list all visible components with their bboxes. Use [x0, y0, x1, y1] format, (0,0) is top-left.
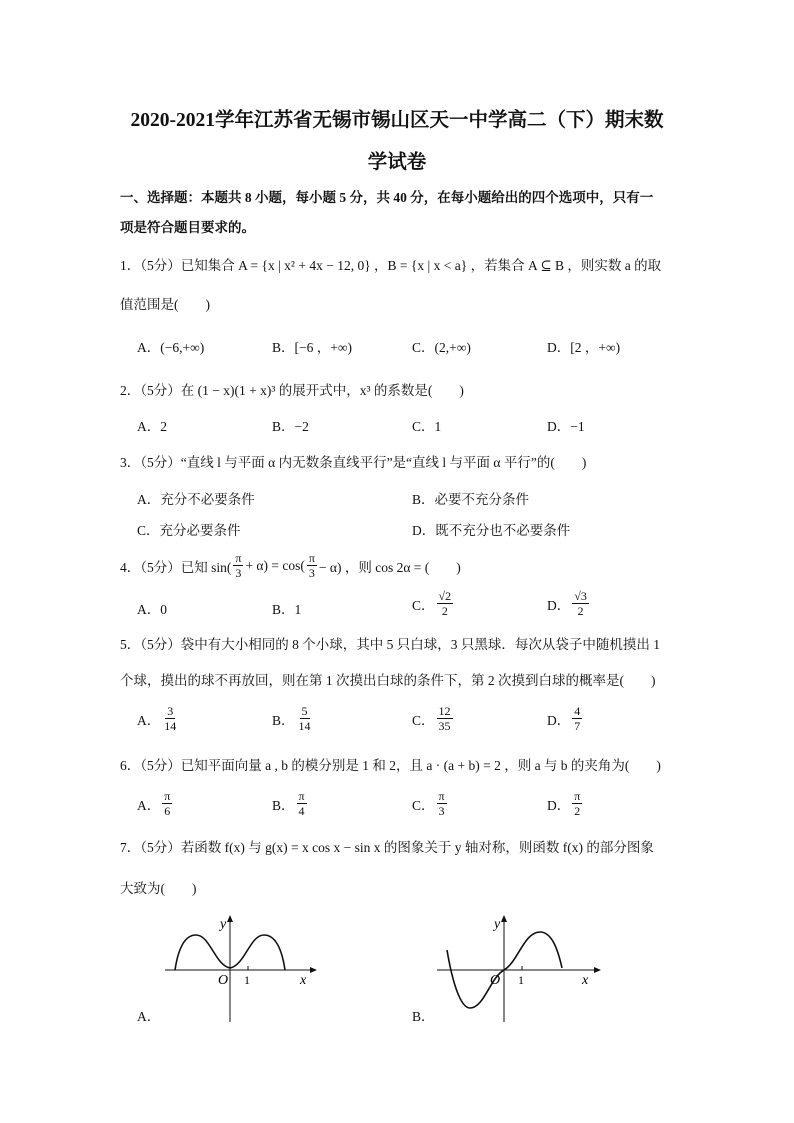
q6-option-b[interactable] [272, 789, 309, 818]
q6-option-b-num: π [298, 789, 305, 803]
q6-option-c[interactable] [412, 789, 449, 818]
q4-stem [120, 551, 685, 580]
q5-option-c-frac [437, 704, 453, 733]
graph-b-x-arrow-icon [594, 967, 601, 973]
q5-option-d-frac [572, 704, 582, 733]
graph-a-tick-label: 1 [244, 973, 250, 987]
q5-option-b-den: 14 [298, 719, 311, 733]
q6-option-c-num: π [438, 789, 445, 803]
q6-option-a-label: A． [137, 797, 161, 813]
q1-option-b[interactable]: B．[−6 ，+∞) [272, 340, 352, 355]
q1-stem-line2: 值范围是( ) [120, 297, 210, 312]
q6-option-d-label: D． [547, 797, 571, 813]
q5-option-a-den: 14 [164, 719, 177, 733]
q6-option-d-num: π [574, 789, 581, 803]
q6-option-b-label: B． [272, 797, 295, 813]
q5-option-d-label: D． [547, 712, 571, 728]
q2-option-b[interactable]: B．−2 [272, 419, 309, 434]
q2-option-c[interactable]: C．1 [412, 419, 442, 434]
q6-option-d-frac [572, 789, 582, 818]
q6-option-a-frac [162, 789, 172, 818]
graph-a-y-arrow-icon [227, 915, 233, 922]
q5-option-c-num: 12 [438, 704, 451, 718]
graph-a-x-arrow-icon [310, 967, 317, 973]
q5-option-a-num: 3 [167, 704, 174, 718]
q6-option-a-den: 6 [164, 804, 171, 818]
q5-option-b-num: 5 [301, 704, 308, 718]
q4-option-c-frac [437, 589, 454, 618]
q4-stem-mid: + α) = cos( [245, 557, 305, 573]
q5-option-b[interactable] [272, 704, 315, 733]
graph-a-x-label: x [300, 973, 307, 988]
q4-option-a[interactable]: A．0 [137, 602, 167, 617]
q4-frac2-num: π [308, 551, 315, 565]
q3-option-a[interactable]: A．充分不必要条件 [137, 492, 255, 507]
q6-option-c-frac [437, 789, 447, 818]
q5-option-d-den: 7 [574, 719, 581, 733]
q7-stem-line1: 7．（5分）若函数 f(x) 与 g(x) = x cos x − sin x 的图象关于 y 轴对称，则函数 f(x) 的部分图象 [120, 840, 654, 855]
q6-option-c-den: 3 [438, 804, 445, 818]
section-header-line1: 一、选择题：本题共 8 小题，每小题 5 分，共 40 分，在每小题给出的四个选项中，只有一 [120, 190, 654, 205]
q4-fraction-2 [307, 551, 317, 580]
graph-a-y-label: y [220, 917, 227, 932]
q4-option-b[interactable]: B．1 [272, 602, 302, 617]
q5-option-d[interactable] [547, 704, 584, 733]
q5-option-d-num: 4 [574, 704, 581, 718]
q4-option-c-label: C． [412, 597, 435, 613]
graph-b-origin-label: O [490, 973, 501, 988]
q7-option-b-label[interactable]: B． [412, 1009, 435, 1024]
q7-option-a-label[interactable]: A． [137, 1009, 161, 1024]
q5-option-a[interactable] [137, 704, 180, 733]
q6-option-b-den: 4 [298, 804, 305, 818]
q6-option-a-num: π [164, 789, 171, 803]
q2-option-d[interactable]: D．−1 [547, 419, 585, 434]
q1-option-d[interactable]: D．[2 ，+∞) [547, 340, 621, 355]
page-title-cont: 学试卷 [367, 152, 427, 173]
graph-a-origin-label: O [218, 973, 229, 988]
q7-graph-a[interactable] [160, 910, 320, 1025]
q4-fraction-1 [233, 551, 243, 580]
q7-graph-b[interactable] [432, 910, 607, 1025]
q1-option-c[interactable]: C．(2,+∞) [412, 340, 471, 355]
q5-option-c-label: C． [412, 712, 435, 728]
q4-option-c[interactable] [412, 589, 455, 618]
q5-option-a-frac [162, 704, 178, 733]
q4-stem-post: − α) ，则 cos 2α = ( ) [318, 559, 461, 575]
q4-option-c-den: 2 [441, 604, 448, 618]
section-header-line2: 项是符合题目要求的。 [120, 220, 255, 235]
q6-option-b-frac [297, 789, 307, 818]
q4-stem-pre: 4．（5分）已知 sin( [120, 559, 232, 575]
q7-stem-line2: 大致为( ) [120, 881, 197, 896]
q3-stem: 3．（5分）“直线 l 与平面 α 内无数条直线平行”是“直线 l 与平面 α 平行”的( ) [120, 455, 587, 470]
q6-option-d[interactable] [547, 789, 584, 818]
q4-option-d-frac [572, 589, 589, 618]
q4-frac1-den: 3 [235, 566, 242, 580]
q5-option-a-label: A． [137, 712, 161, 728]
q5-option-c[interactable] [412, 704, 455, 733]
graph-b-y-arrow-icon [501, 915, 507, 922]
q6-option-c-label: C． [412, 797, 435, 813]
q3-option-b[interactable]: B．必要不充分条件 [412, 492, 530, 507]
page-title: 2020-2021学年江苏省无锡市锡山区天一中学高二（下）期末数 [130, 110, 664, 131]
graph-b-tick-label: 1 [518, 973, 524, 987]
q4-frac1-num: π [235, 551, 242, 565]
q1-stem-line1: 1．（5分）已知集合 A = {x | x² + 4x − 12, 0} ，B = {x | x < a} ，若集合 A ⊆ B ，则实数 a 的取 [120, 258, 662, 273]
q2-stem: 2．（5分）在 (1 − x)(1 + x)³ 的展开式中，x³ 的系数是( ) [120, 383, 464, 398]
q5-stem-line2: 个球，摸出的球不再放回，则在第 1 次摸出白球的条件下，第 2 次摸到白球的概率是( ) [120, 673, 656, 688]
q1-option-a[interactable]: A．(−6,+∞) [137, 340, 205, 355]
q5-stem-line1: 5．（5分）袋中有大小相同的 8 个小球，其中 5 只白球，3 只黑球．每次从袋子中随机摸出 1 [120, 637, 660, 652]
q4-frac2-den: 3 [308, 566, 315, 580]
graph-b-y-label: y [494, 917, 501, 932]
q4-option-d-den: 2 [577, 604, 584, 618]
q4-option-c-num: √2 [438, 589, 452, 603]
graph-b-x-label: x [582, 973, 589, 988]
q3-option-d[interactable]: D．既不充分也不必要条件 [412, 523, 571, 538]
section-header [120, 183, 680, 243]
q6-option-d-den: 2 [574, 804, 581, 818]
q6-stem: 6．（5分）已知平面向量 a , b 的模分别是 1 和 2，且 a · (a + b) = 2 ，则 a 与 b 的夹角为( ) [120, 758, 661, 773]
q5-option-b-label: B． [272, 712, 295, 728]
q5-option-b-frac [297, 704, 313, 733]
q4-option-d-num: √3 [574, 589, 587, 603]
q4-option-d-label: D． [547, 597, 571, 613]
q4-option-d[interactable] [547, 589, 591, 618]
q6-option-a[interactable] [137, 789, 174, 818]
q2-option-a[interactable]: A．2 [137, 419, 167, 434]
q3-option-c[interactable]: C．充分必要条件 [137, 523, 241, 538]
q5-option-c-den: 35 [438, 719, 451, 733]
